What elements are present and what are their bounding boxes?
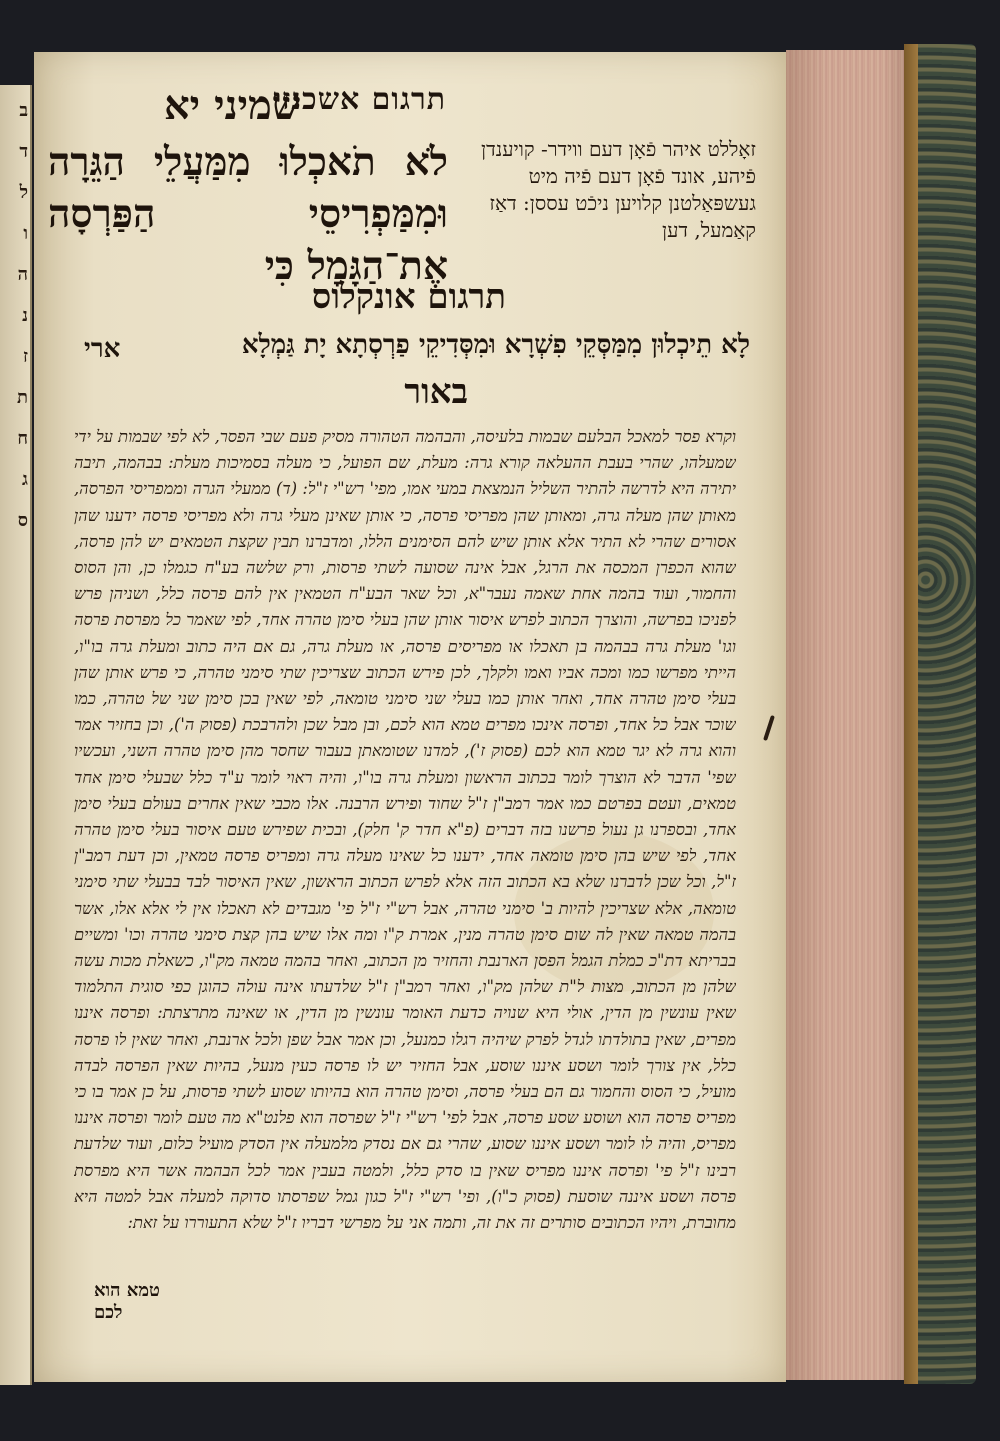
marbled-cover (904, 44, 976, 1384)
biur-title: באור (404, 372, 468, 412)
facing-page-margin-letters (2, 90, 28, 1370)
margin-letter: ב (19, 100, 28, 121)
end-text: טמא הוא (94, 1280, 160, 1301)
ink-mark (763, 715, 775, 741)
margin-letter: ח (17, 428, 28, 449)
margin-letter: נ (22, 305, 28, 326)
catch-word: ארי (84, 334, 121, 364)
margin-letter: ת (17, 387, 28, 408)
margin-letter: ד (19, 141, 28, 162)
parsha-header: שמיני יא (164, 82, 301, 129)
book-page (34, 52, 786, 1382)
end-line (94, 1280, 160, 1324)
onkelos-text: לָא תֵיכְלוּן מִמַּסְּקֵי פִשְׁרָא וּמִסְּדִיקֵי פַרְסְתָא יָת גַּמְלָא (241, 330, 750, 360)
margin-letter: ה (17, 264, 28, 285)
margin-letter: ס (17, 510, 28, 531)
yiddish-translation: זאָללט איהר פֿאָן דעם ווידר- קויענדן פֿיהע, אונד פֿאָן דעם פֿיה מיט געשפּאַלטנן קלויען ניכֿט עססן: דאַז קאַמעל, דען (480, 137, 756, 242)
margin-letter: ז (22, 346, 28, 367)
end-text-2: לכם (94, 1302, 123, 1323)
biur-commentary: וקרא פסר למאכל הבלעם שבמות בלעיסה, והבהמה הטהורה מסיק פעם שבי הפסר, לא לפי שבמות על ידי שמעלהו, שהרי בעבת ההעלאה קורא גרה: מעלת, שם הפועל, כי מעלה בסמיכות מעלת: בבהמה, תיבה יתירה היא לדרשה להתיר השליל הנמצאת במעי אמו, מפי' רש"י ז"ל: (ד) ממעלי הגרה וממפריסי הפרסה, מאותן שהן מעלה גרה, ומאותן שהן מפריסי פרסה, כי אותן שאינן מעלי גרה ולא מפריסי פרסה ידענו שהן אסורים שהרי לא התיר אלא אותן שיש להם הסימנים הללו, ומדברנו תבין שקצת הטמאים יש להן פרסה, שהוא הכפרן המכסה את הרגל, אבל אינה שסועה לשתי פרסות, ורק שלשה בע"ח כגמלו כן, והן הסוס והחמור, ועוד בהמה אחת שאמה נעבר"א, וכל שאר הבע"ח הטמאין אין להם פרסה כלל, ושניהן פרש לפניכו בפרשה, והוצרך הכתוב לפרש איסור אותן שהן בעלי סימן טהרה אחד, לפי שאמר כל מפרסת פרסה וגו' מעלת גרה בבהמה בן תאכלו או מפריסים פרסה, או מעלת גרה, גם אם היה כתוב ומעלת גרה בו"ו, הייתי מפרשו כמו ומכה אביו ואמו ולקלך, לכן פירש הכתוב שצריכין שתי סימני טהרה, כי פרש אותן שהן בעלי סימן טהרה אחד, ואחר אותן כמו בעלי שני סימני טומאה, לפי שאין בכן סימן שני של טהרה, כמו שוכר אבל כל אחד, ופרסה אינכו מפרים טמא הוא לכם, ובן מבל שכן ולהרבכת (פסוק ה'), וכן בחזיר אמר והוא גרה לא יגר טמא הוא לכם (פסוק ז'), למדנו שטומאתן בעבור שחסר מהן סימן טהרה השני, ועכשיו שפי' הדבר לא הוצרך לומר בכתוב הראשון ומעלת גרה בו"ו, והיה ראוי לומר ע"ד כלל שבעלי סימן אחד טמאים, ועטם בפרטם כמו אמר רמב"ן ז"ל שחוד ופירש הרבנה. אלו מכבי שאין אחרים בעולם בעלי סימן אחד, ובספרנו גן נעול פרשנו בזה דברים (פ"א חדר ק' חלק), ובכית שפירש טעם איסור בעלי סימן טהרה אחד, לפי שיש בהן סימן טומאה אחד, ידענו כל שאינו מעלה גרה ומפריס פרסה טמאין, וכן דעת רמב"ן ז"ל, וכל שכן לדברנו שלא בא הכתוב הזה אלא לפרש הכתוב הראשון, שאין האיסור לבד בבעלי שתי סימני טומאה, אלא שצריכין להיות ב' סימני טהרה, אבל רש"י ז"ל פי' מגבדים לא תאכלו אין לי אלא אלו, אשר בהמה טמאה שאין לה שום סימן טהרה מנין, אמרת ק"ו ומה אלו שיש בהן קצת סימני טהרה וכו' ומשיים בבריתא דת"כ כמלת הגמל הפסן הארנבת והחזיר מן הכתוב, ואחר בהמה טמאה מק"ו, כשאלת מכות עשה שלהן מן הכתוב, מצות ל"ת שלהן מק"ו, ואחר רמב"ן ז"ל שלדעתו אינה עולה כהוגן כפי סוגית התלמוד שאין עונשין מן הדין, אולי היא שנויה כדעת האומר עונשין מן הדין, או שאינה מתרצתת: ופרסה איננו מפרים, שאין בתולדתו לגדל לפרק שיהיה רגלו כמנעל, וכן אמר אבל שפן ולכל ארנבת, ואחר שאין לו פרסה כלל, אין צורך לומר ושסע איננו שוסע, אבל החזיר יש לו פרסה כעין מנעל, בהיות שאין הפרסה לבדה מועיל, כי הסוס והחמור גם הם בעלי פרסה, וסימן טהרה הוא בהיותו שסוע לשתי פרסות, על כן אמר בו כי מפריס פרסה הוא ושוסע שסע פרסה, אבל לפי' רש"י ז"ל שפרסה הוא פלנט"א מה טעם לומר ופרסה איננו מפריס, והיה לו לומר ושסע איננו שסוע, שהרי גם אם נסדק מלמעלה אין הסדק מועיל כלום, ועוד שלדעת רבינו ז"ל פי' ופרסה איננו מפריס שאין בו סדק כלל, ולמטה בעבין אמר לכל הבהמה אשר היא מפרסת פרסה ושסע איננה שוסעת (פסוק כ"ו), ופי' רש"י ז"ל כגון גמל שפרסתו סדוקה למעלה אבל למטה היא מחוברת, ויהיו הכתובים סותרים זה את זה, ותמה אני על מפרשי דבריו ז"ל שלא התעוררו על זאת: (74, 427, 736, 1233)
onkelos-title: תרגום אונקלוס (311, 277, 506, 317)
margin-letter: ו (23, 223, 28, 244)
running-title: תרגום אשכנזי (273, 82, 446, 117)
torah-verse: לֹא תֹאכְלוּ מִמַּעֲלֵי הַגֵּרָה וּמִמַּפְרִיסֵי הַפַּרְסָה אֶת־הַגָּמָל כִּי (48, 139, 448, 289)
margin-letter: ל (19, 182, 28, 203)
margin-letter: ג (22, 469, 28, 490)
